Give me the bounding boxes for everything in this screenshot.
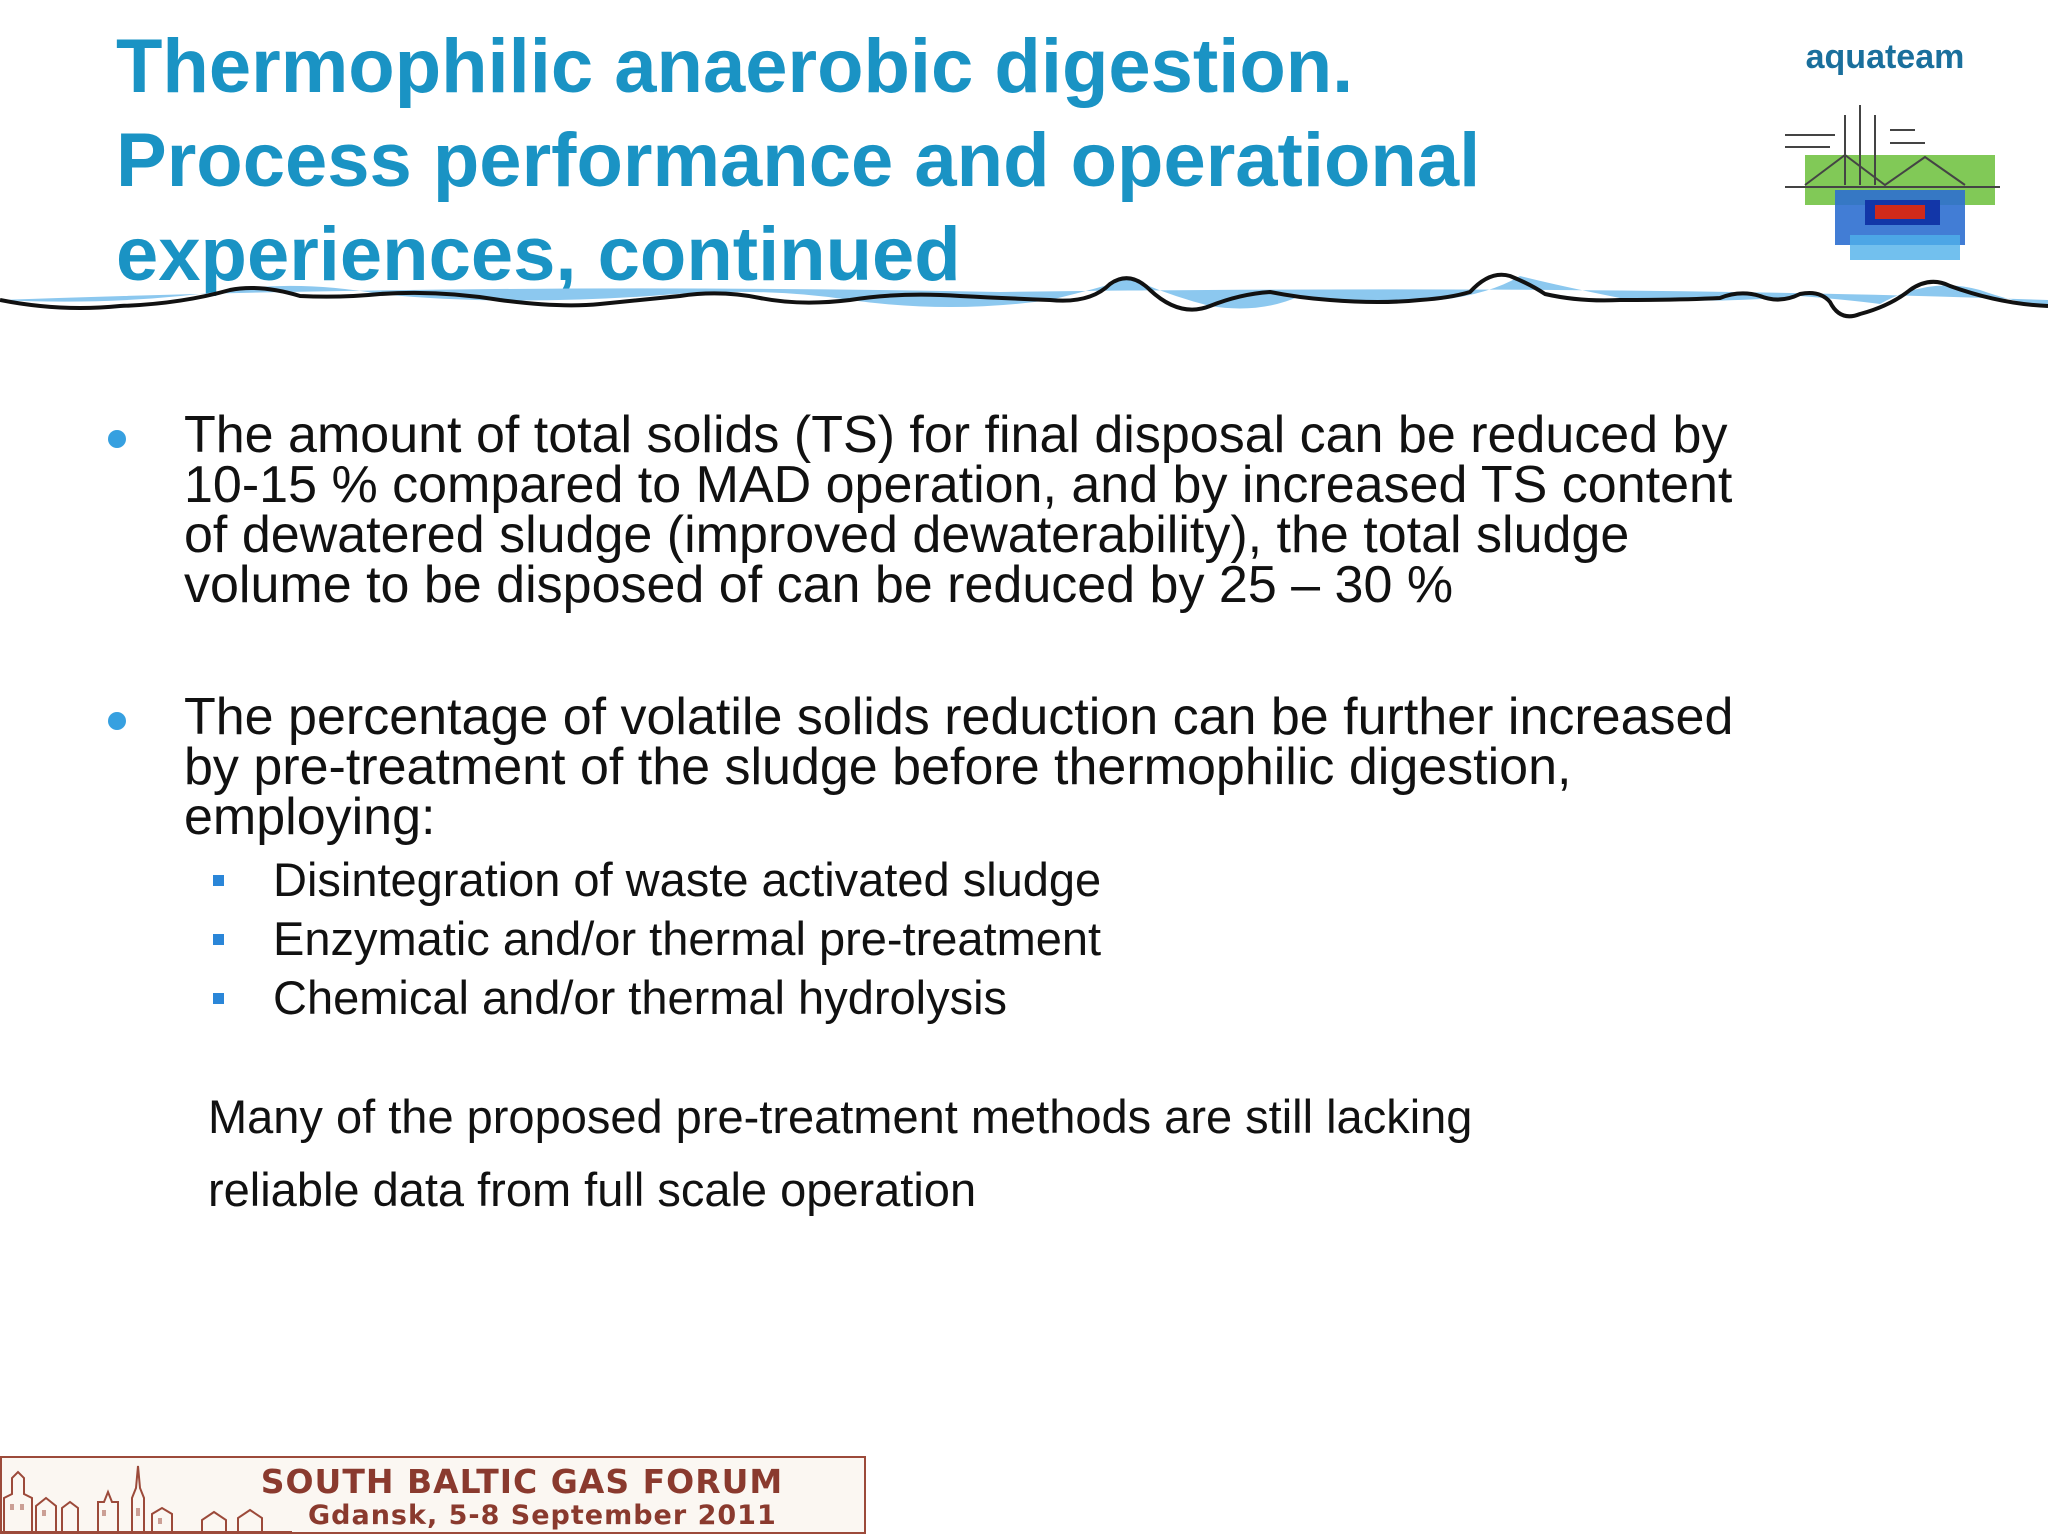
banner-subtitle: Gdansk, 5-8 September 2011 <box>308 1500 777 1531</box>
square-bullet-icon <box>213 934 224 945</box>
sub-bullet-text: Chemical and/or thermal hydrolysis <box>273 971 1008 1024</box>
bullet-line: volume to be disposed of can be reduced by 25 – 30 % <box>184 556 1454 614</box>
bullet-line: by pre-treatment of the sludge before thermophilic digestion, <box>184 738 1572 796</box>
title-line: Thermophilic anaerobic digestion. <box>116 24 1354 109</box>
bullet-dot-icon <box>108 430 126 448</box>
bullet-line: The amount of total solids (TS) for final disposal can be reduced by <box>184 406 1728 464</box>
sub-bullet-item <box>210 850 1101 909</box>
forum-banner <box>0 1456 866 1534</box>
note-line: reliable data from full scale operation <box>208 1163 977 1216</box>
note-text <box>208 1080 1472 1226</box>
aquateam-logo-text: aquateam <box>1805 38 1965 76</box>
bullet-text <box>184 688 1994 846</box>
banner-title: SOUTH BALTIC GAS FORUM <box>260 1462 784 1501</box>
square-bullet-icon <box>213 875 224 886</box>
sub-bullet-item <box>210 968 1101 1027</box>
square-bullet-icon <box>213 993 224 1004</box>
bullet-line: employing: <box>184 788 436 846</box>
sub-bullet-item <box>210 909 1101 968</box>
slide-title <box>116 20 1616 302</box>
sub-bullet-text: Enzymatic and/or thermal pre-treatment <box>273 912 1102 965</box>
bullet-dot-icon <box>108 712 126 730</box>
bullet-line: of dewatered sludge (improved dewaterability), the total sludge <box>184 506 1630 564</box>
aquateam-logo-icon <box>1765 95 2005 265</box>
bullet-line: 10-15 % compared to MAD operation, and by increased TS content <box>184 456 1733 514</box>
sub-bullet-list <box>210 850 1101 1027</box>
note-line: Many of the proposed pre-treatment methods are still lacking <box>208 1090 1473 1143</box>
title-line: Process performance and operational <box>116 118 1481 203</box>
wave-divider <box>0 270 2048 350</box>
bullet-text <box>184 406 1994 614</box>
title-line: experiences, continued <box>116 212 961 297</box>
bullet-line: The percentage of volatile solids reduction can be further increased <box>184 688 1734 746</box>
sub-bullet-text: Disintegration of waste activated sludge <box>273 853 1102 906</box>
